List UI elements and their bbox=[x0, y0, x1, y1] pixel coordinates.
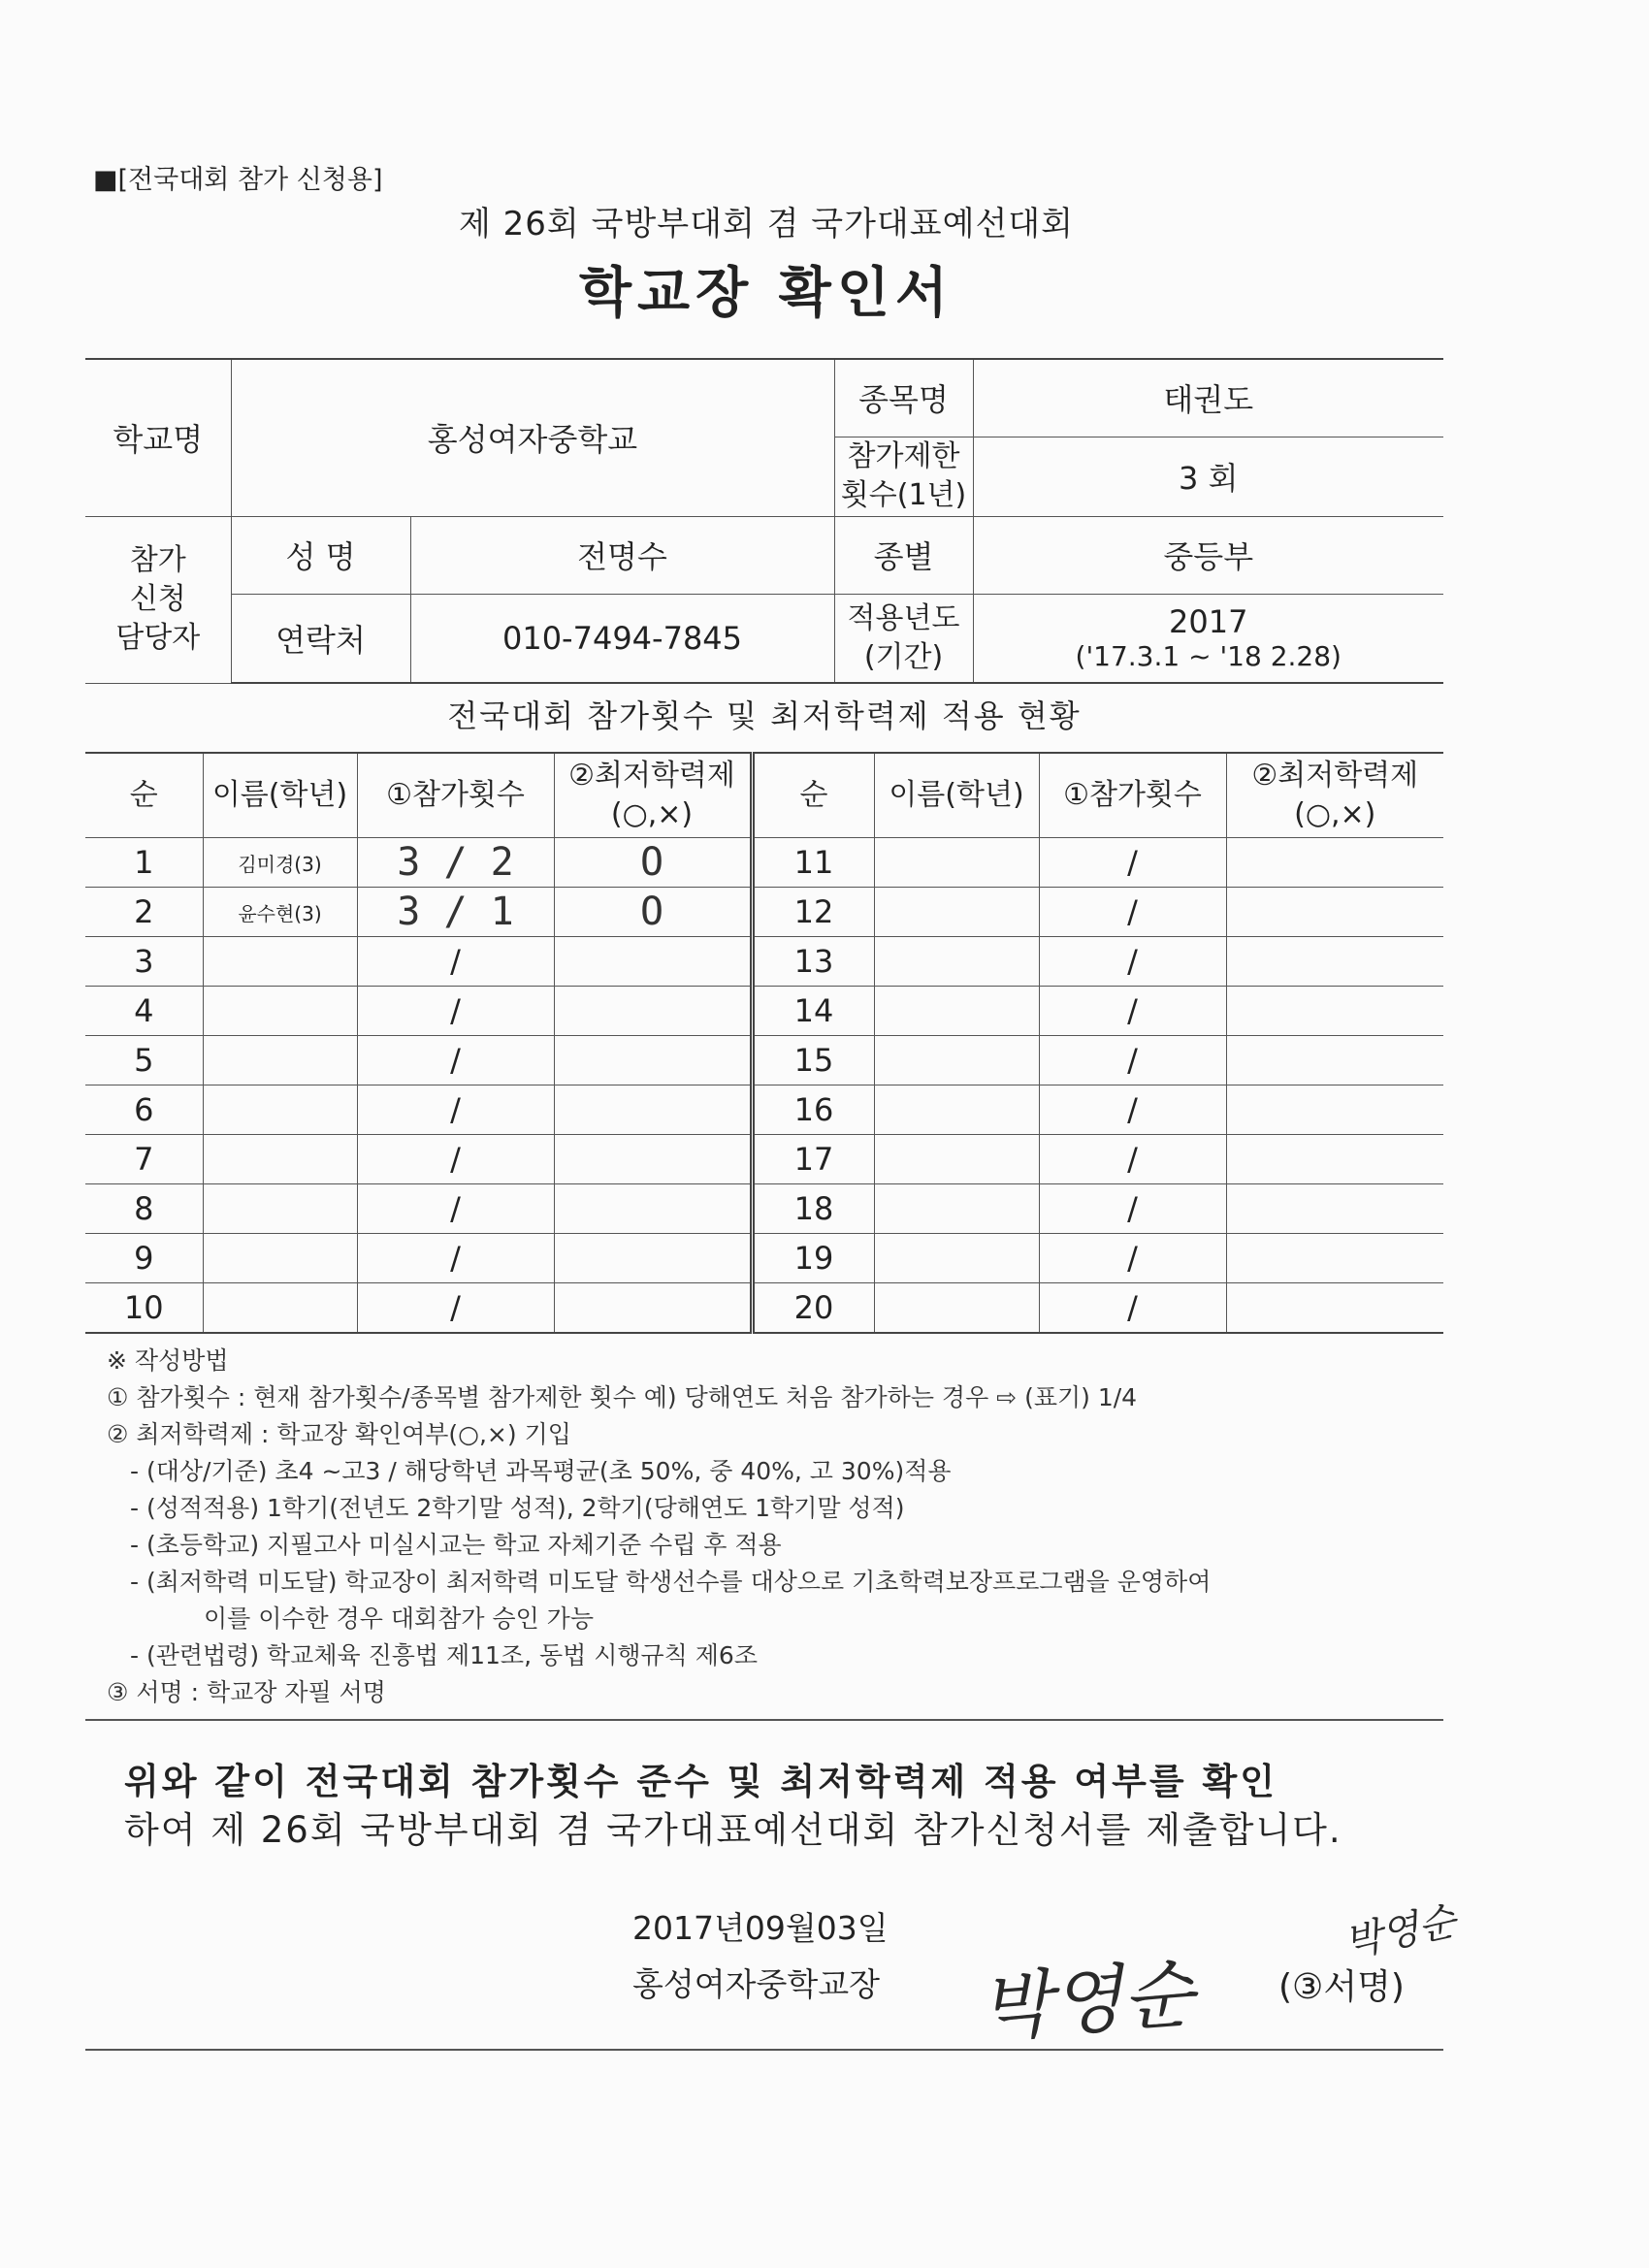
school-value-cell bbox=[231, 359, 834, 516]
limit-label-line2: 횟수(1년) bbox=[840, 478, 967, 512]
row-name bbox=[874, 1135, 1039, 1184]
handwritten-signature: 박영순 bbox=[977, 1950, 1197, 2052]
contact-value: 010-7494-7845 bbox=[501, 619, 743, 657]
row-min bbox=[1226, 1184, 1443, 1234]
row-count: / bbox=[1039, 987, 1226, 1036]
row-no: 17 bbox=[752, 1135, 874, 1184]
document-title: 학교장 확인서 bbox=[578, 262, 954, 325]
row-name bbox=[874, 1036, 1039, 1085]
row-name bbox=[203, 937, 357, 987]
row-no: 19 bbox=[752, 1234, 874, 1283]
signature-note: (③서명) bbox=[1278, 1967, 1405, 2007]
row-min bbox=[1226, 987, 1443, 1036]
row-name bbox=[203, 1184, 357, 1234]
row-no: 11 bbox=[752, 838, 874, 888]
header-count-left: ①참가횟수 bbox=[357, 753, 554, 838]
row-name bbox=[874, 888, 1039, 937]
row-no: 4 bbox=[85, 987, 203, 1036]
row-min bbox=[554, 1135, 752, 1184]
declaration-line1: 위와 같이 전국대회 참가횟수 준수 및 최저학력제 적용 여부를 확인 bbox=[124, 1761, 1277, 1802]
row-name bbox=[203, 1135, 357, 1184]
table-row bbox=[85, 888, 1443, 937]
year-label-line1: 적용년도 bbox=[847, 600, 960, 635]
row-count: / bbox=[1039, 937, 1226, 987]
row-no: 16 bbox=[752, 1085, 874, 1135]
name-value-cell bbox=[410, 516, 834, 594]
row-no: 1 bbox=[85, 838, 203, 888]
row-no: 15 bbox=[752, 1036, 874, 1085]
header-name-right: 이름(학년) bbox=[874, 753, 1039, 838]
header-min-right bbox=[1226, 753, 1443, 838]
header-min-right-line1: ②최저학력제 bbox=[1251, 759, 1419, 793]
row-name bbox=[203, 1283, 357, 1334]
row-name bbox=[203, 1234, 357, 1283]
manager-label-line1: 참가 bbox=[129, 543, 186, 577]
manager-label-cell bbox=[85, 516, 231, 683]
table-row bbox=[85, 1184, 1443, 1234]
name-label-cell bbox=[231, 516, 410, 594]
status-section-title: 전국대회 참가횟수 및 최저학력제 적용 현황 bbox=[447, 697, 1082, 734]
row-name bbox=[203, 1036, 357, 1085]
contact-label-cell bbox=[231, 594, 410, 683]
row-min bbox=[1226, 888, 1443, 937]
instruction-subitem: - (최저학력 미도달) 학교장이 최저학력 미도달 학생선수를 대상으로 기초학력보장프로그램을 운영하여 bbox=[130, 1568, 1212, 1596]
row-count: / bbox=[357, 1283, 554, 1334]
row-no: 14 bbox=[752, 987, 874, 1036]
row-count: / bbox=[357, 1184, 554, 1234]
divider-bottom bbox=[85, 2049, 1443, 2051]
declaration bbox=[124, 1758, 1482, 1855]
year-value: 2017 bbox=[1169, 603, 1248, 641]
status-header-row bbox=[85, 753, 1443, 838]
row-count: 3 / 2 bbox=[357, 838, 554, 888]
instruction-heading: ※ 작성방법 bbox=[107, 1346, 229, 1375]
header-no-left: 순 bbox=[85, 753, 203, 838]
sport-label-cell bbox=[834, 359, 973, 437]
contact-label: 연락처 bbox=[275, 621, 366, 659]
row-count: / bbox=[1039, 1036, 1226, 1085]
row-name bbox=[874, 1184, 1039, 1234]
instruction-item: ② 최저학력제 : 학교장 확인여부(○,×) 기입 bbox=[107, 1420, 571, 1448]
row-min bbox=[1226, 1135, 1443, 1184]
row-count: / bbox=[1039, 888, 1226, 937]
row-name: 윤수현(3) bbox=[203, 888, 357, 937]
row-name bbox=[874, 1085, 1039, 1135]
year-label-cell bbox=[834, 594, 973, 683]
division-value: 중등부 bbox=[1163, 538, 1254, 575]
row-no: 9 bbox=[85, 1234, 203, 1283]
instruction-item: ③ 서명 : 학교장 자필 서명 bbox=[107, 1678, 386, 1706]
limit-value: 3 회 bbox=[1179, 460, 1239, 497]
sport-value-cell bbox=[973, 359, 1443, 437]
name-label: 성 명 bbox=[285, 538, 356, 575]
year-period: ('17.3.1 ~ '18 2.28) bbox=[1075, 640, 1342, 673]
row-min bbox=[1226, 838, 1443, 888]
table-row bbox=[85, 1135, 1443, 1184]
instruction-continuation: 이를 이수한 경우 대회참가 승인 가능 bbox=[204, 1604, 594, 1633]
row-min bbox=[554, 987, 752, 1036]
row-min bbox=[1226, 1283, 1443, 1334]
manager-label-line2: 신청 bbox=[129, 582, 186, 616]
row-count: / bbox=[357, 1036, 554, 1085]
participation-status-table bbox=[85, 752, 1443, 1334]
signature-date: 2017년09월03일 bbox=[632, 1909, 889, 1947]
applicant-info-table bbox=[85, 358, 1443, 684]
table-row bbox=[85, 1234, 1443, 1283]
row-count: 3 / 1 bbox=[357, 888, 554, 937]
row-min bbox=[554, 1085, 752, 1135]
row-min bbox=[1226, 1085, 1443, 1135]
row-name bbox=[203, 987, 357, 1036]
instruction-subitem: - (관련법령) 학교체육 진흥법 제11조, 동법 시행규칙 제6조 bbox=[130, 1641, 758, 1669]
name-value: 전명수 bbox=[577, 538, 667, 575]
row-no: 6 bbox=[85, 1085, 203, 1135]
instruction-subitem: - (성적적용) 1학기(전년도 2학기말 성적), 2학기(당해연도 1학기말 성적) bbox=[130, 1494, 905, 1522]
row-count: / bbox=[357, 987, 554, 1036]
header-count-right: ①참가횟수 bbox=[1039, 753, 1226, 838]
row-count: / bbox=[1039, 838, 1226, 888]
row-no: 18 bbox=[752, 1184, 874, 1234]
row-min: O bbox=[554, 888, 752, 937]
row-name bbox=[874, 987, 1039, 1036]
division-value-cell bbox=[973, 516, 1443, 594]
sport-label: 종목명 bbox=[858, 381, 949, 419]
division-label: 종별 bbox=[873, 538, 934, 575]
event-title: 제 26회 국방부대회 겸 국가대표예선대회 bbox=[459, 205, 1074, 243]
row-name: 김미경(3) bbox=[203, 838, 357, 888]
row-no: 8 bbox=[85, 1184, 203, 1234]
row-min: O bbox=[554, 838, 752, 888]
limit-value-cell bbox=[973, 437, 1443, 516]
row-name bbox=[874, 1283, 1039, 1334]
row-count: / bbox=[1039, 1234, 1226, 1283]
row-min bbox=[554, 1036, 752, 1085]
instruction-item: ① 참가횟수 : 현재 참가횟수/종목별 참가제한 횟수 예) 당해연도 처음 참가하는 경우 ⇨ (표기) 1/4 bbox=[107, 1383, 1138, 1411]
row-min bbox=[554, 1184, 752, 1234]
limit-label-line1: 참가제한 bbox=[847, 439, 960, 473]
row-no: 7 bbox=[85, 1135, 203, 1184]
row-min bbox=[1226, 1036, 1443, 1085]
school-value: 홍성여자중학교 bbox=[427, 421, 638, 459]
header-no-right: 순 bbox=[752, 753, 874, 838]
row-count: / bbox=[357, 1085, 554, 1135]
header-min-left-line1: ②최저학력제 bbox=[568, 759, 735, 793]
instruction-subitem: - (대상/기준) 초4 ~고3 / 해당학년 과목평균(초 50%, 중 40%, 고 30%)적용 bbox=[130, 1457, 952, 1485]
table-row bbox=[85, 937, 1443, 987]
row-min bbox=[554, 1234, 752, 1283]
contact-value-cell bbox=[410, 594, 834, 683]
row-min bbox=[1226, 937, 1443, 987]
form-type-tag: ■[전국대회 참가 신청용] bbox=[93, 165, 383, 195]
row-no: 12 bbox=[752, 888, 874, 937]
row-name bbox=[874, 1234, 1039, 1283]
row-count: / bbox=[357, 1135, 554, 1184]
header-min-right-line2: (○,×) bbox=[1294, 797, 1376, 831]
year-label-line2: (기간) bbox=[863, 639, 944, 674]
handwritten-signature-small: 박영순 bbox=[1341, 1898, 1461, 1966]
row-no: 5 bbox=[85, 1036, 203, 1085]
divider-top bbox=[85, 1719, 1443, 1721]
row-count: / bbox=[1039, 1135, 1226, 1184]
row-count: / bbox=[1039, 1085, 1226, 1135]
header-name-left: 이름(학년) bbox=[203, 753, 357, 838]
row-name bbox=[874, 937, 1039, 987]
row-no: 2 bbox=[85, 888, 203, 937]
row-no: 10 bbox=[85, 1283, 203, 1334]
school-label-cell bbox=[85, 359, 231, 516]
limit-label-cell bbox=[834, 437, 973, 516]
table-row bbox=[85, 987, 1443, 1036]
row-count: / bbox=[357, 1234, 554, 1283]
instructions bbox=[107, 1343, 1465, 1711]
year-value-cell bbox=[973, 594, 1443, 683]
row-name bbox=[874, 838, 1039, 888]
school-label: 학교명 bbox=[113, 421, 204, 459]
row-no: 20 bbox=[752, 1283, 874, 1334]
row-min bbox=[554, 1283, 752, 1334]
header-min-left bbox=[554, 753, 752, 838]
sport-value: 태권도 bbox=[1163, 381, 1254, 419]
header-min-left-line2: (○,×) bbox=[610, 797, 694, 831]
table-row bbox=[85, 838, 1443, 888]
declaration-line2: 하여 제 26회 국방부대회 겸 국가대표예선대회 참가신청서를 제출합니다. bbox=[124, 1809, 1342, 1851]
row-count: / bbox=[1039, 1184, 1226, 1234]
principal-title: 홍성여자중학교장 bbox=[632, 1965, 881, 2003]
row-no: 3 bbox=[85, 937, 203, 987]
row-name bbox=[203, 1085, 357, 1135]
row-count: / bbox=[1039, 1283, 1226, 1334]
manager-label-line3: 담당자 bbox=[115, 621, 201, 655]
table-row bbox=[85, 1085, 1443, 1135]
row-min bbox=[1226, 1234, 1443, 1283]
division-label-cell bbox=[834, 516, 973, 594]
table-row bbox=[85, 1283, 1443, 1334]
row-count: / bbox=[357, 937, 554, 987]
row-no: 13 bbox=[752, 937, 874, 987]
instruction-subitem: - (초등학교) 지필고사 미실시교는 학교 자체기준 수립 후 적용 bbox=[130, 1531, 782, 1559]
table-row bbox=[85, 1036, 1443, 1085]
row-min bbox=[554, 937, 752, 987]
